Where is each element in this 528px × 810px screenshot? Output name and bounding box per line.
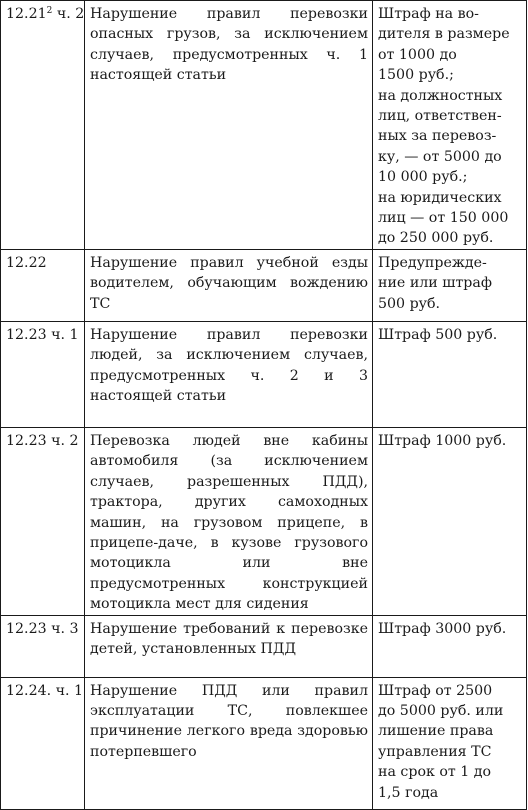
penalty-line: Штраф от 2500 (378, 682, 493, 699)
table-row (1, 427, 527, 615)
article-cell: 12.22 (1, 249, 85, 321)
penalty-line: от 1000 до (378, 46, 457, 63)
penalty-line: дителя в размере (378, 26, 510, 43)
penalty-line: управления ТС (378, 743, 492, 760)
penalty-line: лиц — от 150 000 (378, 210, 509, 227)
table-row (1, 1, 527, 250)
penalty-cell (373, 321, 527, 427)
penalty-line: лиц, ответствен- (378, 108, 502, 125)
penalty-line: Штраф 500 руб. (378, 326, 498, 343)
penalty-line: до 5000 руб. или (378, 702, 504, 719)
table-row (1, 321, 527, 427)
penalty-line: до 250 000 руб. (378, 230, 494, 247)
penalty-cell (373, 427, 527, 615)
penalty-line: Штраф 3000 руб. (378, 620, 507, 637)
penalty-cell (373, 615, 527, 677)
penalty-line: 1500 руб.; (378, 67, 454, 84)
article-cell: 12.24. ч. 1 (1, 677, 85, 809)
description-cell: Нарушение ПДД или правил эксплуатации ТС, повлекшее причинение легкого вреда здоровью потерпевшего (85, 677, 373, 809)
penalty-line: Штраф на во- (378, 6, 479, 22)
penalty-cell (373, 249, 527, 321)
penalty-line: Предупрежде- (378, 254, 487, 271)
penalty-cell (373, 1, 527, 250)
penalty-line: на срок от 1 до (378, 764, 492, 781)
description-cell: Перевозка людей вне кабины автомобиля (за исключением случаев, разрешенных ПДД), трактора, других самоходных машин, на грузовом прицепе, в прицепе-даче, в кузове грузового мотоцикла или вне предусмотренных конструкцией мотоцикла мест для сидения (85, 427, 373, 615)
penalty-line: ние или штраф (378, 275, 492, 292)
article-cell: 12.23 ч. 2 (1, 427, 85, 615)
penalty-line: ку, — от 5000 до (378, 148, 502, 165)
penalty-line: 1,5 года (378, 784, 439, 801)
article-cell: 12.23 ч. 3 (1, 615, 85, 677)
article-cell: 12.23 ч. 1 (1, 321, 85, 427)
table-row (1, 677, 527, 809)
penalty-line: Штраф 1000 руб. (378, 432, 507, 449)
description-cell: Нарушение требований к перевозке детей, установленных ПДД (85, 615, 373, 677)
penalty-line: 500 руб. (378, 295, 441, 312)
penalty-line: 10 000 руб.; (378, 169, 468, 186)
description-cell: Нарушение правил перевозки опасных грузов, за исключением случаев, предусмотренных ч. 1 настоящей статьи (85, 1, 373, 250)
penalty-line: ных за перевоз- (378, 128, 497, 145)
penalty-line: на юридических (378, 189, 502, 206)
table-row (1, 249, 527, 321)
article-cell: 12.21$^2$ ч. 2 (1, 1, 85, 250)
penalty-cell (373, 677, 527, 809)
penalty-line: лишение права (378, 723, 494, 740)
description-cell: Нарушение правил перевозки людей, за исключением случаев, предусмотренных ч. 2 и 3 настоящей статьи (85, 321, 373, 427)
description-cell: Нарушение правил учебной езды водителем, обучающим вождению ТС (85, 249, 373, 321)
penalty-line: на должностных (378, 87, 503, 104)
table-row (1, 615, 527, 677)
